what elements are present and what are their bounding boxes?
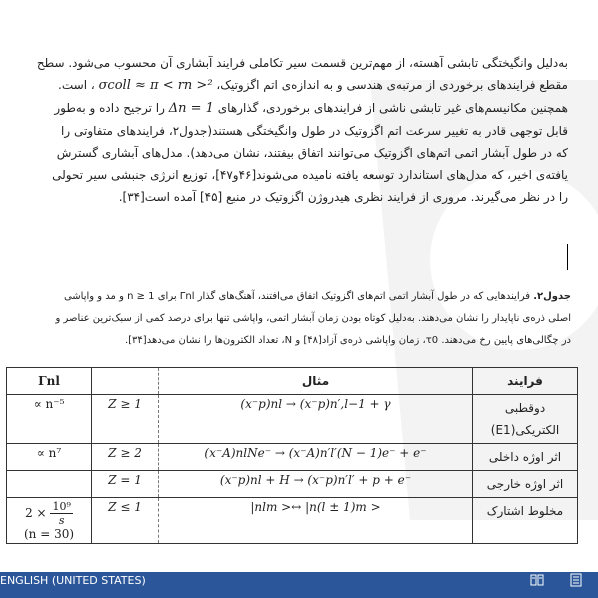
table-row <box>7 498 578 544</box>
paragraph-line: قابل توجهی قادر به تغییر سرعت اتم اگزوتیک در طول وانگیختگی هستند(جدول۲، فرایندهای متفاوتی را <box>61 124 568 138</box>
header-example: مثال <box>159 368 473 395</box>
text-cursor <box>567 244 568 270</box>
read-mode-icon[interactable] <box>530 573 544 587</box>
cell-z: Z ≥ 2 <box>92 444 159 471</box>
cell-example: (x⁻A)nlNe⁻ → (x⁻A)n′l′(N − 1)e⁻ + e⁻ <box>159 444 473 471</box>
cell-example: (x⁻p)nl → (x⁻p)n′,l−1 + γ <box>159 395 473 444</box>
process-table <box>6 367 578 544</box>
language-indicator[interactable]: ENGLISH (UNITED STATES) <box>0 574 146 587</box>
cell-gamma: ∝ n⁻⁵ <box>7 395 92 444</box>
paragraph-line: یافته‌ی اخیر، که مدل‌های استاندارد توسعه یافته نامیده می‌شوند[۴۶و۴۷]، توزیع انرژی جنبشی سیر تحولی <box>52 168 568 182</box>
gamma-note: (n = 30) <box>23 527 75 541</box>
cell-gamma <box>7 471 92 498</box>
cell-process: دوقطبی الکتریکی(E1) <box>473 395 578 444</box>
gamma-fraction: $\frac{\text{10⁹}}{s}$ <box>52 500 71 527</box>
body-paragraph <box>26 52 568 208</box>
cell-process: اثر اوژه خارجی <box>473 471 578 498</box>
caption-label: جدول۲. <box>533 291 571 302</box>
table-row <box>7 471 578 498</box>
print-layout-icon[interactable] <box>569 573 583 587</box>
paragraph-line: مقطع فرایندهای برخوردی از مرتبه‌ی هندسی و به اندازه‌ی اتم اگزوتیک، σcoll ≈ π < rn >² ، است. <box>58 78 568 93</box>
table-row <box>7 395 578 444</box>
cell-gamma: 2 × $\frac{\text{10⁹}}{s}$ (n = 30) <box>7 498 92 544</box>
table-caption: جدول۲. فرایندهایی که در طول آبشار اتمی اتم‌های اگزوتیک اتفاق می‌افتند، آهنگ‌های گذار Γnl برای n ≥ 1 و مد و واپاشی اصلی ذره‌ی ناپایدار را نشان می‌دهند. به‌دلیل کوتاه بودن زمان آبشار اتمی، واپاشی تنها برای درصد کمی از سبک‌ترین عناصر و در چگالی‌های پایین رخ می‌دهند. τ0، زمان واپاشی ذره‌ی آزاد[۴۸] و N، تعداد الکترون‌ها را نشان می‌دهد[۳۴]. <box>55 291 571 346</box>
cell-z: Z ≤ 1 <box>92 498 159 544</box>
cell-example: |nlm >↔ |n(l ± 1)m > <box>159 498 473 544</box>
table-header-row <box>7 368 578 395</box>
header-z <box>92 368 159 395</box>
paragraph-line: را در نظر می‌گیرند. مروری از فرایند نظری هیدروژن اگزوتیک در منبع [۴۵] آمده است[۳۴]. <box>118 190 568 204</box>
cell-gamma: ∝ n⁷ <box>7 444 92 471</box>
paragraph-line: به‌دلیل وانگیختگی تابشی آهسته، از مهم‌ترین قسمت سیر تکاملی فرایند آبشاری آن محسوب می‌شود. سطح <box>36 56 568 70</box>
header-gamma: Γnl <box>7 368 92 395</box>
cell-process: مخلوط اشتارک <box>473 498 578 544</box>
cell-z: Z = 1 <box>92 471 159 498</box>
delta-n-formula: Δn = 1 <box>168 101 214 116</box>
paragraph-line: همچنین مکانیسم‌های غیر تابشی ناشی از فرایندهای برخوردی، گذارهای Δn = 1 را ترجیح داده و به‌طور <box>54 101 568 116</box>
cell-z: Z ≥ 1 <box>92 395 159 444</box>
status-bar <box>0 572 598 598</box>
paragraph-line: که در طول آبشار اتمی اتم‌های اگزوتیک می‌توانند اتفاق بیفتند، نشان می‌دهد). مدل‌های آبشاری گسترش <box>56 146 568 160</box>
cell-example: (x⁻p)nl + H → (x⁻p)n′l′ + p + e⁻ <box>159 471 473 498</box>
table-row <box>7 444 578 471</box>
cross-section-formula: σcoll ≈ π < rn >² <box>98 78 213 93</box>
header-process: فرایند <box>473 368 578 395</box>
cell-process: اثر اوژه داخلی <box>473 444 578 471</box>
